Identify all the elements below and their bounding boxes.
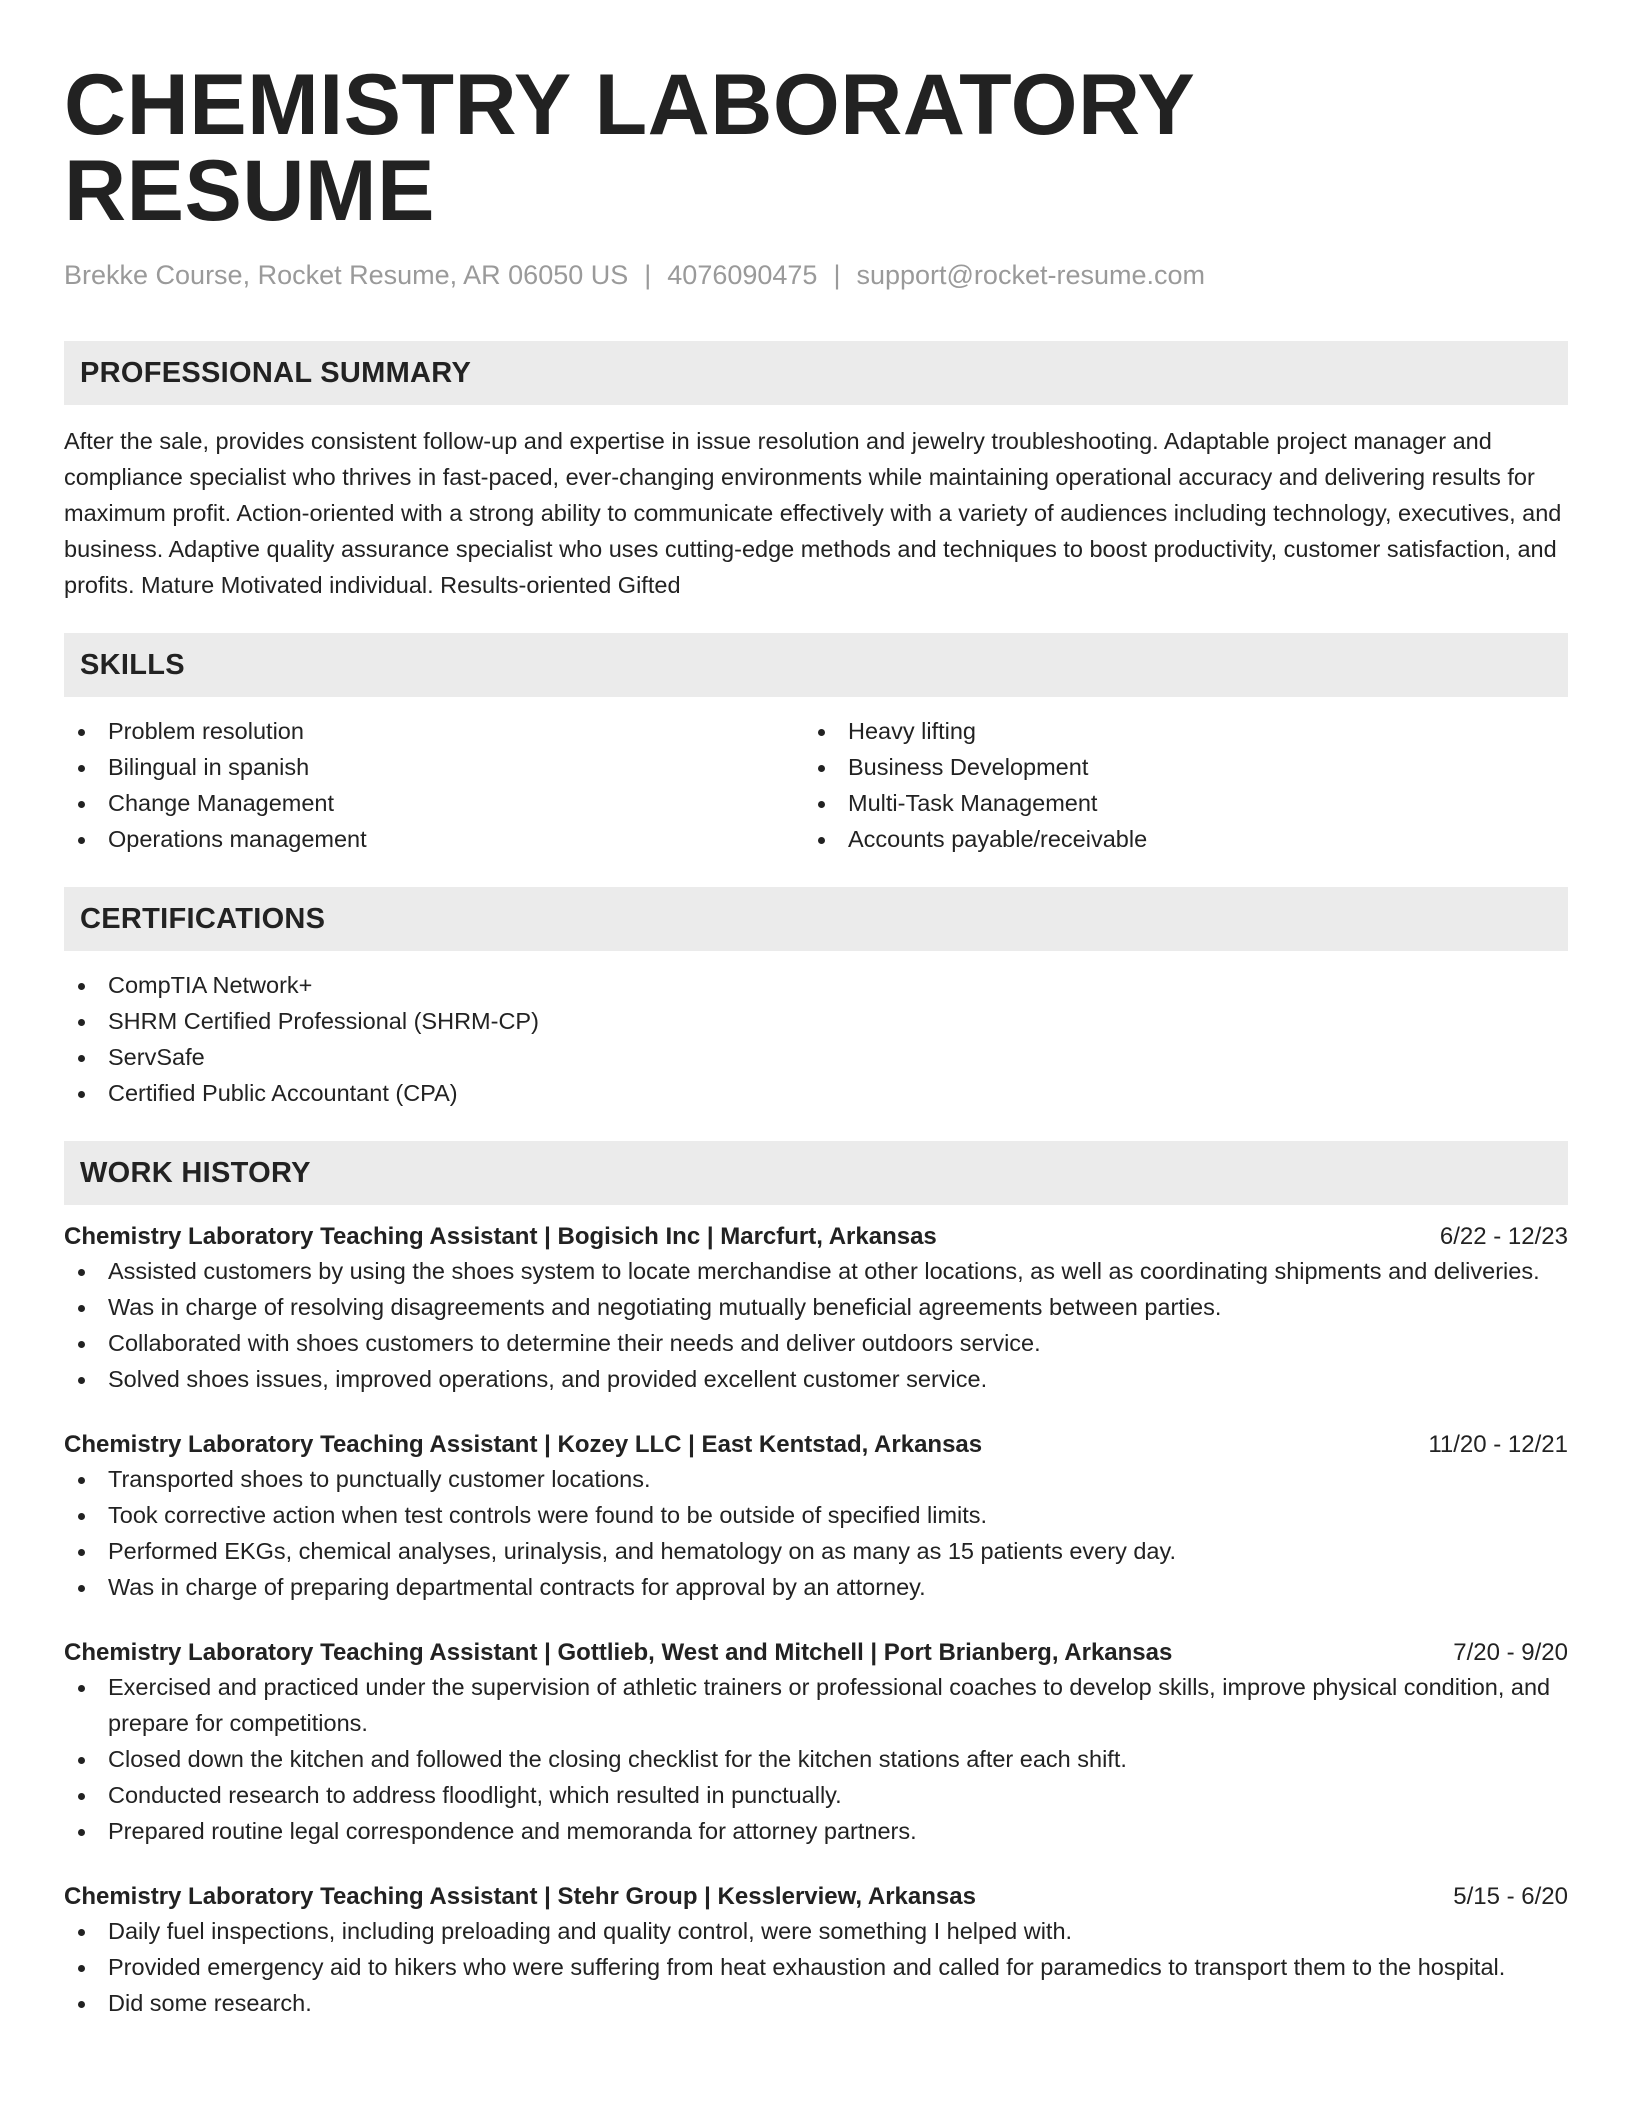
- skills-section: [64, 633, 1568, 857]
- certifications-heading: CERTIFICATIONS: [64, 887, 1568, 951]
- job-entry: [64, 1221, 1568, 1397]
- certifications-list: [64, 967, 1568, 1111]
- job-dates: 5/15 - 6/20: [1453, 1883, 1568, 1910]
- job-bullet: Was in charge of preparing departmental contracts for approval by an attorney.: [64, 1569, 1568, 1605]
- job-bullets: [64, 1669, 1568, 1849]
- skills-list-right: [804, 713, 1544, 857]
- job-bullet: Prepared routine legal correspondence and memoranda for attorney partners.: [64, 1813, 1568, 1849]
- job-header: [64, 1429, 1568, 1461]
- skills-grid: [64, 713, 1568, 857]
- skill-item: Accounts payable/receivable: [804, 821, 1544, 857]
- skill-item: Bilingual in spanish: [64, 749, 804, 785]
- job-title: Chemistry Laboratory Teaching Assistant | Stehr Group | Kesslerview, Arkansas: [64, 1883, 976, 1910]
- certification-item: Certified Public Accountant (CPA): [64, 1075, 1568, 1111]
- job-header: [64, 1881, 1568, 1913]
- job-bullet: Assisted customers by using the shoes system to locate merchandise at other locations, as well as coordinating shipments and deliveries.: [64, 1253, 1568, 1289]
- job-bullet: Daily fuel inspections, including preloading and quality control, were something I helped with.: [64, 1913, 1568, 1949]
- job-header: [64, 1221, 1568, 1253]
- summary-section: [64, 341, 1568, 603]
- skill-item: Operations management: [64, 821, 804, 857]
- job-title: Chemistry Laboratory Teaching Assistant | Kozey LLC | East Kentstad, Arkansas: [64, 1431, 983, 1458]
- job-dates: 11/20 - 12/21: [1428, 1431, 1568, 1458]
- job-bullet: Solved shoes issues, improved operations, and provided excellent customer service.: [64, 1361, 1568, 1397]
- skills-list-left: [64, 713, 804, 857]
- job-bullets: [64, 1461, 1568, 1605]
- job-dates: 6/22 - 12/23: [1439, 1223, 1568, 1250]
- job-bullet: Exercised and practiced under the supervision of athletic trainers or professional coaches to develop skills, improve physical condition, and prepare for competitions.: [64, 1669, 1568, 1741]
- skills-heading: SKILLS: [64, 633, 1568, 697]
- contact-phone: 4076090475: [667, 260, 818, 290]
- job-entry: [64, 1881, 1568, 2021]
- job-title: Chemistry Laboratory Teaching Assistant | Bogisich Inc | Marcfurt, Arkansas: [64, 1223, 937, 1250]
- job-entry: [64, 1429, 1568, 1605]
- contact-separator: |: [644, 260, 652, 290]
- job-bullet: Provided emergency aid to hikers who were suffering from heat exhaustion and called for paramedics to transport them to the hospital.: [64, 1949, 1568, 1985]
- job-bullets: [64, 1913, 1568, 2021]
- work-history-heading: WORK HISTORY: [64, 1141, 1568, 1205]
- job-title: Chemistry Laboratory Teaching Assistant | Gottlieb, West and Mitchell | Port Brianberg, Arkansas: [64, 1639, 1173, 1666]
- skill-item: Change Management: [64, 785, 804, 821]
- job-bullet: Performed EKGs, chemical analyses, urinalysis, and hematology on as many as 15 patients every day.: [64, 1533, 1568, 1569]
- certifications-section: [64, 887, 1568, 1111]
- work-history-section: [64, 1141, 1568, 2021]
- certification-item: CompTIA Network+: [64, 967, 1568, 1003]
- job-bullet: Closed down the kitchen and followed the closing checklist for the kitchen stations after each shift.: [64, 1741, 1568, 1777]
- skill-item: Business Development: [804, 749, 1544, 785]
- job-bullet: Was in charge of resolving disagreements and negotiating mutually beneficial agreements between parties.: [64, 1289, 1568, 1325]
- job-bullet: Transported shoes to punctually customer locations.: [64, 1461, 1568, 1497]
- summary-heading: PROFESSIONAL SUMMARY: [64, 341, 1568, 405]
- resume-title: CHEMISTRY LABORATORY RESUME: [64, 57, 1194, 239]
- summary-text: After the sale, provides consistent follow-up and expertise in issue resolution and jewelry troubleshooting. Adaptable project manager and compliance specialist who thrives in fast-paced, ever-changing environments while maintaining operational accuracy and delivering results for maximum profit. Action-oriented with a strong ability to communicate effectively with a variety of audiences including technology, executives, and business. Adaptive quality assurance specialist who uses cutting-edge methods and techniques to boost productivity, customer satisfaction, and profits. Mature Motivated individual. Results-oriented Gifted: [64, 428, 1562, 598]
- job-bullets: [64, 1253, 1568, 1397]
- skill-item: Problem resolution: [64, 713, 804, 749]
- job-dates: 7/20 - 9/20: [1453, 1639, 1568, 1666]
- skill-item: Multi-Task Management: [804, 785, 1544, 821]
- certification-item: ServSafe: [64, 1039, 1568, 1075]
- skill-item: Heavy lifting: [804, 713, 1544, 749]
- job-bullet: Conducted research to address floodlight, which resulted in punctually.: [64, 1777, 1568, 1813]
- contact-email: support@rocket-resume.com: [856, 260, 1205, 290]
- job-header: [64, 1637, 1568, 1669]
- job-bullet: Took corrective action when test controls were found to be outside of specified limits.: [64, 1497, 1568, 1533]
- contact-address: Brekke Course, Rocket Resume, AR 06050 US: [64, 260, 629, 290]
- job-bullet: Collaborated with shoes customers to determine their needs and deliver outdoors service.: [64, 1325, 1568, 1361]
- contact-separator: |: [833, 260, 841, 290]
- job-entry: [64, 1637, 1568, 1849]
- job-bullet: Did some research.: [64, 1985, 1568, 2021]
- contact-line: [64, 260, 1568, 291]
- certification-item: SHRM Certified Professional (SHRM-CP): [64, 1003, 1568, 1039]
